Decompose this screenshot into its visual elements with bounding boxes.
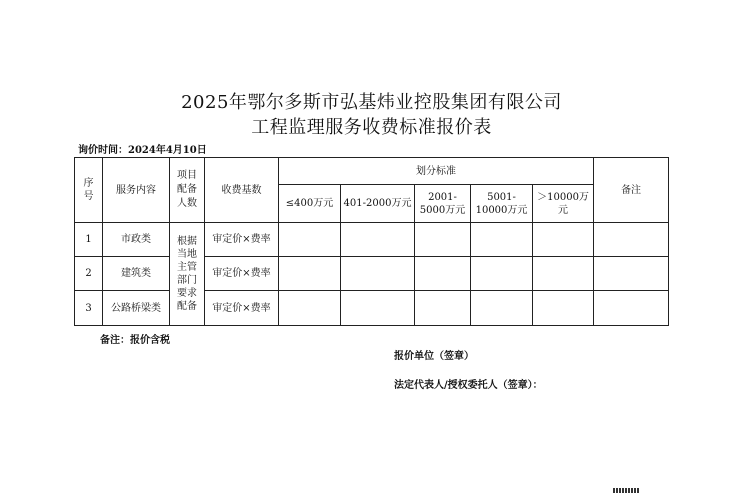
table-row — [75, 223, 669, 257]
row-cell — [471, 223, 533, 257]
row-cell — [594, 257, 669, 291]
row-cell — [533, 291, 594, 326]
row-cell — [471, 257, 533, 291]
row-cell — [415, 223, 471, 257]
quote-table — [74, 157, 669, 326]
row-seq: 3 — [75, 291, 103, 326]
row-cell — [533, 257, 594, 291]
tier-header-2: 401-2000万元 — [341, 185, 415, 223]
footer-note: 备注：报价含税 — [100, 335, 170, 346]
header-tier-group: 划分标准 — [279, 158, 594, 185]
document-title: 2025年鄂尔多斯市弘基炜业控股集团有限公司 — [181, 92, 562, 113]
header-remark: 备注 — [594, 158, 669, 223]
row-service: 市政类 — [103, 223, 170, 257]
row-cell — [341, 257, 415, 291]
row-cell — [279, 257, 341, 291]
header-seq: 序号 — [75, 158, 103, 223]
row-cell — [415, 291, 471, 326]
row-service: 公路桥梁类 — [103, 291, 170, 326]
row-base: 审定价×费率 — [205, 223, 279, 257]
row-seq: 2 — [75, 257, 103, 291]
inquiry-date: 询价时间：2024年4月10日 — [78, 145, 207, 156]
header-base: 收费基数 — [205, 158, 279, 223]
tier-header-5: ＞10000万元 — [533, 185, 594, 223]
row-service: 建筑类 — [103, 257, 170, 291]
header-service: 服务内容 — [103, 158, 170, 223]
header-staffing: 项目配备人数 — [170, 158, 205, 223]
row-cell — [341, 291, 415, 326]
row-cell — [341, 223, 415, 257]
staffing-note: 根据当地主管部门要求配备 — [170, 223, 205, 326]
row-cell — [279, 291, 341, 326]
row-cell — [471, 291, 533, 326]
tier-header-4: 5001-10000万元 — [471, 185, 533, 223]
row-cell — [594, 223, 669, 257]
document-subtitle: 工程监理服务收费标准报价表 — [251, 117, 492, 138]
row-seq: 1 — [75, 223, 103, 257]
row-cell — [533, 223, 594, 257]
row-cell — [415, 257, 471, 291]
tier-header-3: 2001-5000万元 — [415, 185, 471, 223]
unit-signature-line: 报价单位（签章） — [394, 351, 474, 362]
tier-header-1: ≤400万元 — [279, 185, 341, 223]
barcode-mark — [613, 488, 639, 493]
table-row — [75, 291, 669, 326]
representative-signature-line: 法定代表人/授权委托人（签章）： — [394, 380, 543, 391]
row-cell — [279, 223, 341, 257]
row-base: 审定价×费率 — [205, 257, 279, 291]
row-base: 审定价×费率 — [205, 291, 279, 326]
table-row — [75, 257, 669, 291]
row-cell — [594, 291, 669, 326]
